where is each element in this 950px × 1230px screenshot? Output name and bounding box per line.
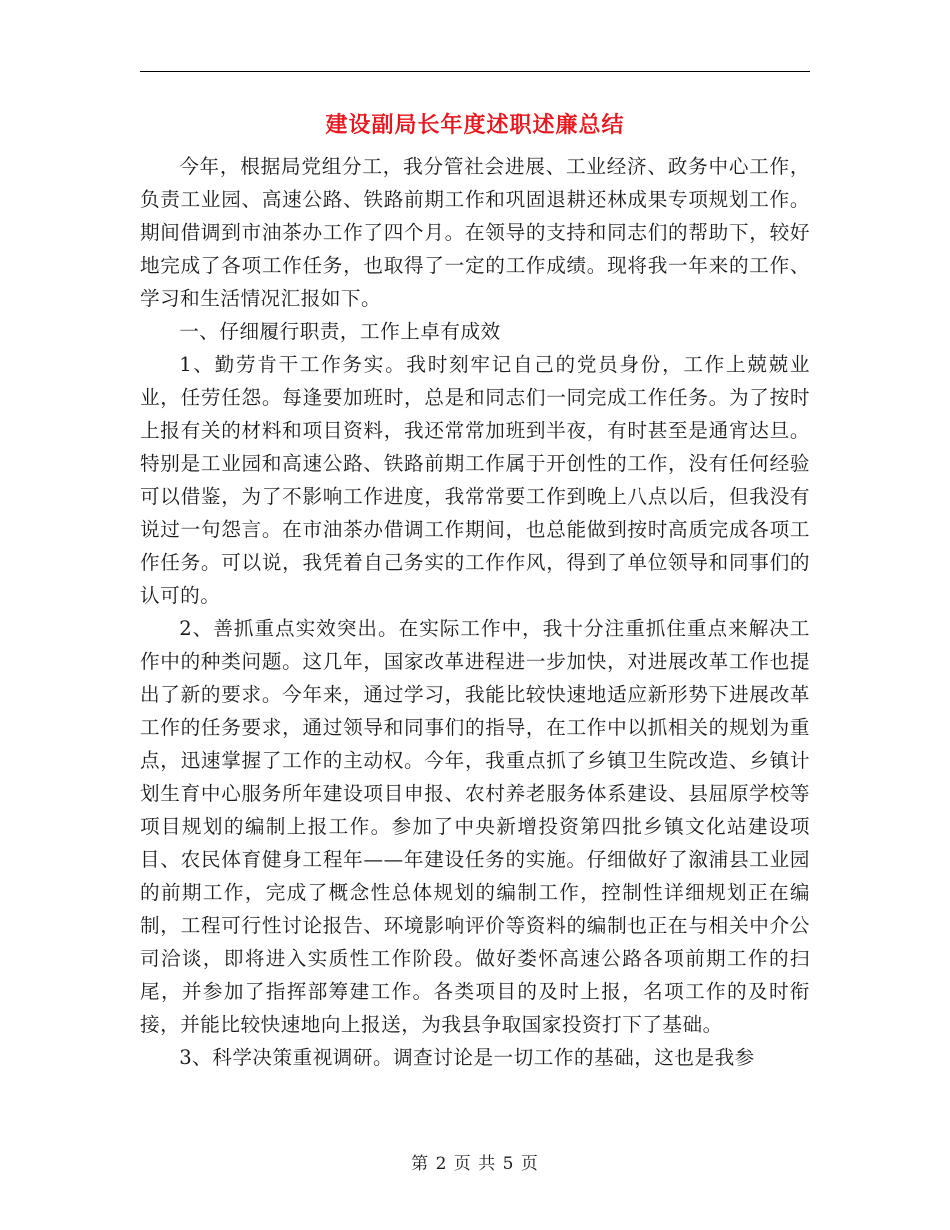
paragraph-intro: 今年，根据局党组分工，我分管社会进展、工业经济、政务中心工作，负责工业园、高速公路、铁路前期工作和巩固退耕还林成果专项规划工作。期间借调到市油茶办工作了四个月。在领导的支持和同志们的帮助下，较好地完成了各项工作任务，也取得了一定的工作成绩。现将我一年来的工作、学习和生活情况汇报如下。 xyxy=(140,155,810,310)
paragraph-point-3: 3、科学决策重视调研。调查讨论是一切工作的基础，这也是我参 xyxy=(179,1046,755,1069)
paragraph-point-1: 1、勤劳肯干工作务实。我时刻牢记自己的党员身份，工作上兢兢业业，任劳任怨。每逢要加班时，总是和同志们一同完成工作任务。为了按时上报有关的材料和项目资料，我还常常加班到半夜，有时甚至是通宵达旦。特别是工业园和高速公路、铁路前期工作属于开创性的工作，没有任何经验可以借鉴，为了不影响工作进度，我常常要工作到晚上八点以后，但我没有说过一句怨言。在市油茶办借调工作期间，也总能做到按时高质完成各项工作任务。可以说，我凭着自己务实的工作作风，得到了单位领导和同事们的认可的。 xyxy=(140,353,810,607)
paragraph-point-2: 2、善抓重点实效突出。在实际工作中，我十分注重抓住重点来解决工作中的种类问题。这几年，国家改革进程进一步加快，对进展改革工作也提出了新的要求。今年来，通过学习，我能比较快速地适应新形势下进展改革工作的任务要求，通过领导和同事们的指导，在工作中以抓相关的规划为重点，迅速掌握了工作的主动权。今年，我重点抓了乡镇卫生院改造、乡镇计划生育中心服务所年建设项目申报、农村养老服务体系建设、县屈原学校等项目规划的编制上报工作。参加了中央新增投资第四批乡镇文化站建设项目、农民体育健身工程年——年建设任务的实施。仔细做好了溆浦县工业园的前期工作，完成了概念性总体规划的编制工作，控制性详细规划正在编制，工程可行性讨论报告、环境影响评价等资料的编制也正在与相关中介公司洽谈，即将进入实质性工作阶段。做好娄怀高速公路各项前期工作的扫尾，并参加了指挥部筹建工作。各类项目的及时上报，名项工作的及时衔接，并能比较快速地向上报送，为我县争取国家投资打下了基础。 xyxy=(140,617,810,1036)
document-body xyxy=(140,150,810,1074)
document-title: 建设副局长年度述职述廉总结 xyxy=(325,112,625,138)
section-heading: 一、仔细履行职责，工作上卓有成效 xyxy=(179,320,501,343)
page-number-footer: 第 2 页 共 5 页 xyxy=(411,1154,539,1174)
header-rule xyxy=(140,71,810,72)
